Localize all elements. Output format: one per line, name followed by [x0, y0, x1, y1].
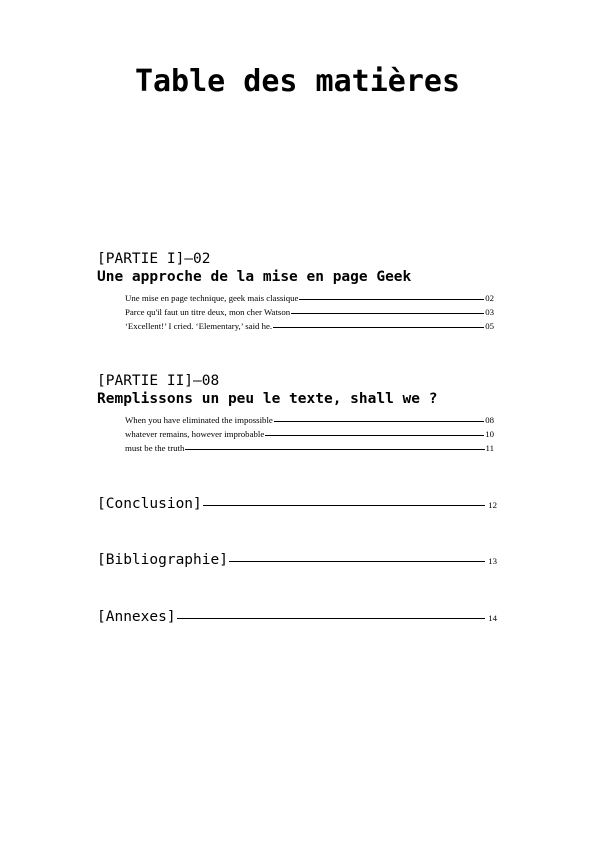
leader-line: [185, 449, 484, 450]
toc-part-1: [97, 250, 497, 333]
leader-line: [265, 435, 484, 436]
toc-entry-page: 02: [485, 293, 494, 303]
toc-entry-title: ‘Excellent!’ I cried. ‘Elementary,’ said he.: [125, 321, 273, 331]
part-subtitle[interactable]: Remplissons un peu le texte, shall we ?: [97, 391, 438, 407]
toc-section-conclusion[interactable]: [97, 494, 497, 514]
part-subtitle[interactable]: Une approche de la mise en page Geek: [97, 269, 412, 285]
toc-entry-title: must be the truth: [125, 443, 185, 453]
page-title: Table des matières: [134, 64, 461, 99]
section-label: [Conclusion]: [97, 496, 202, 512]
leader-line: [229, 561, 485, 562]
toc-entry-list: [125, 413, 494, 455]
toc-entry[interactable]: [125, 305, 494, 319]
toc-entry[interactable]: [125, 427, 494, 441]
toc-entry[interactable]: [125, 441, 494, 455]
toc-entry-page: 10: [485, 429, 494, 439]
section-page: 13: [488, 556, 497, 566]
leader-line: [273, 327, 484, 328]
toc-entry-page: 08: [485, 415, 494, 425]
toc-section-bibliographie[interactable]: [97, 550, 497, 570]
section-page: 14: [488, 613, 497, 623]
toc-entry-page: 03: [485, 307, 494, 317]
toc-entry[interactable]: [125, 291, 494, 305]
leader-line: [203, 505, 485, 506]
toc-entry-page: 05: [485, 321, 494, 331]
toc-entry-list: [125, 291, 494, 333]
toc-entry-title: Une mise en page technique, geek mais classique: [125, 293, 299, 303]
toc-entry-title: When you have eliminated the impossible: [125, 415, 273, 425]
leader-line: [291, 313, 484, 314]
section-page: 12: [488, 500, 497, 510]
leader-line: [177, 618, 486, 619]
toc-entry-title: whatever remains, however improbable: [125, 429, 265, 439]
leader-line: [299, 299, 484, 300]
toc-entry-page: 11: [485, 443, 494, 453]
section-label: [Annexes]: [97, 609, 176, 625]
part-heading[interactable]: [PARTIE II]–08: [97, 373, 220, 389]
toc-part-2: [97, 372, 497, 455]
toc-entry[interactable]: [125, 319, 494, 333]
part-heading[interactable]: [PARTIE I]–02: [97, 251, 211, 267]
toc-entry-title: Parce qu'il faut un titre deux, mon cher Watson: [125, 307, 291, 317]
toc-section-annexes[interactable]: [97, 607, 497, 627]
toc-entry[interactable]: [125, 413, 494, 427]
leader-line: [274, 421, 484, 422]
section-label: [Bibliographie]: [97, 552, 228, 568]
